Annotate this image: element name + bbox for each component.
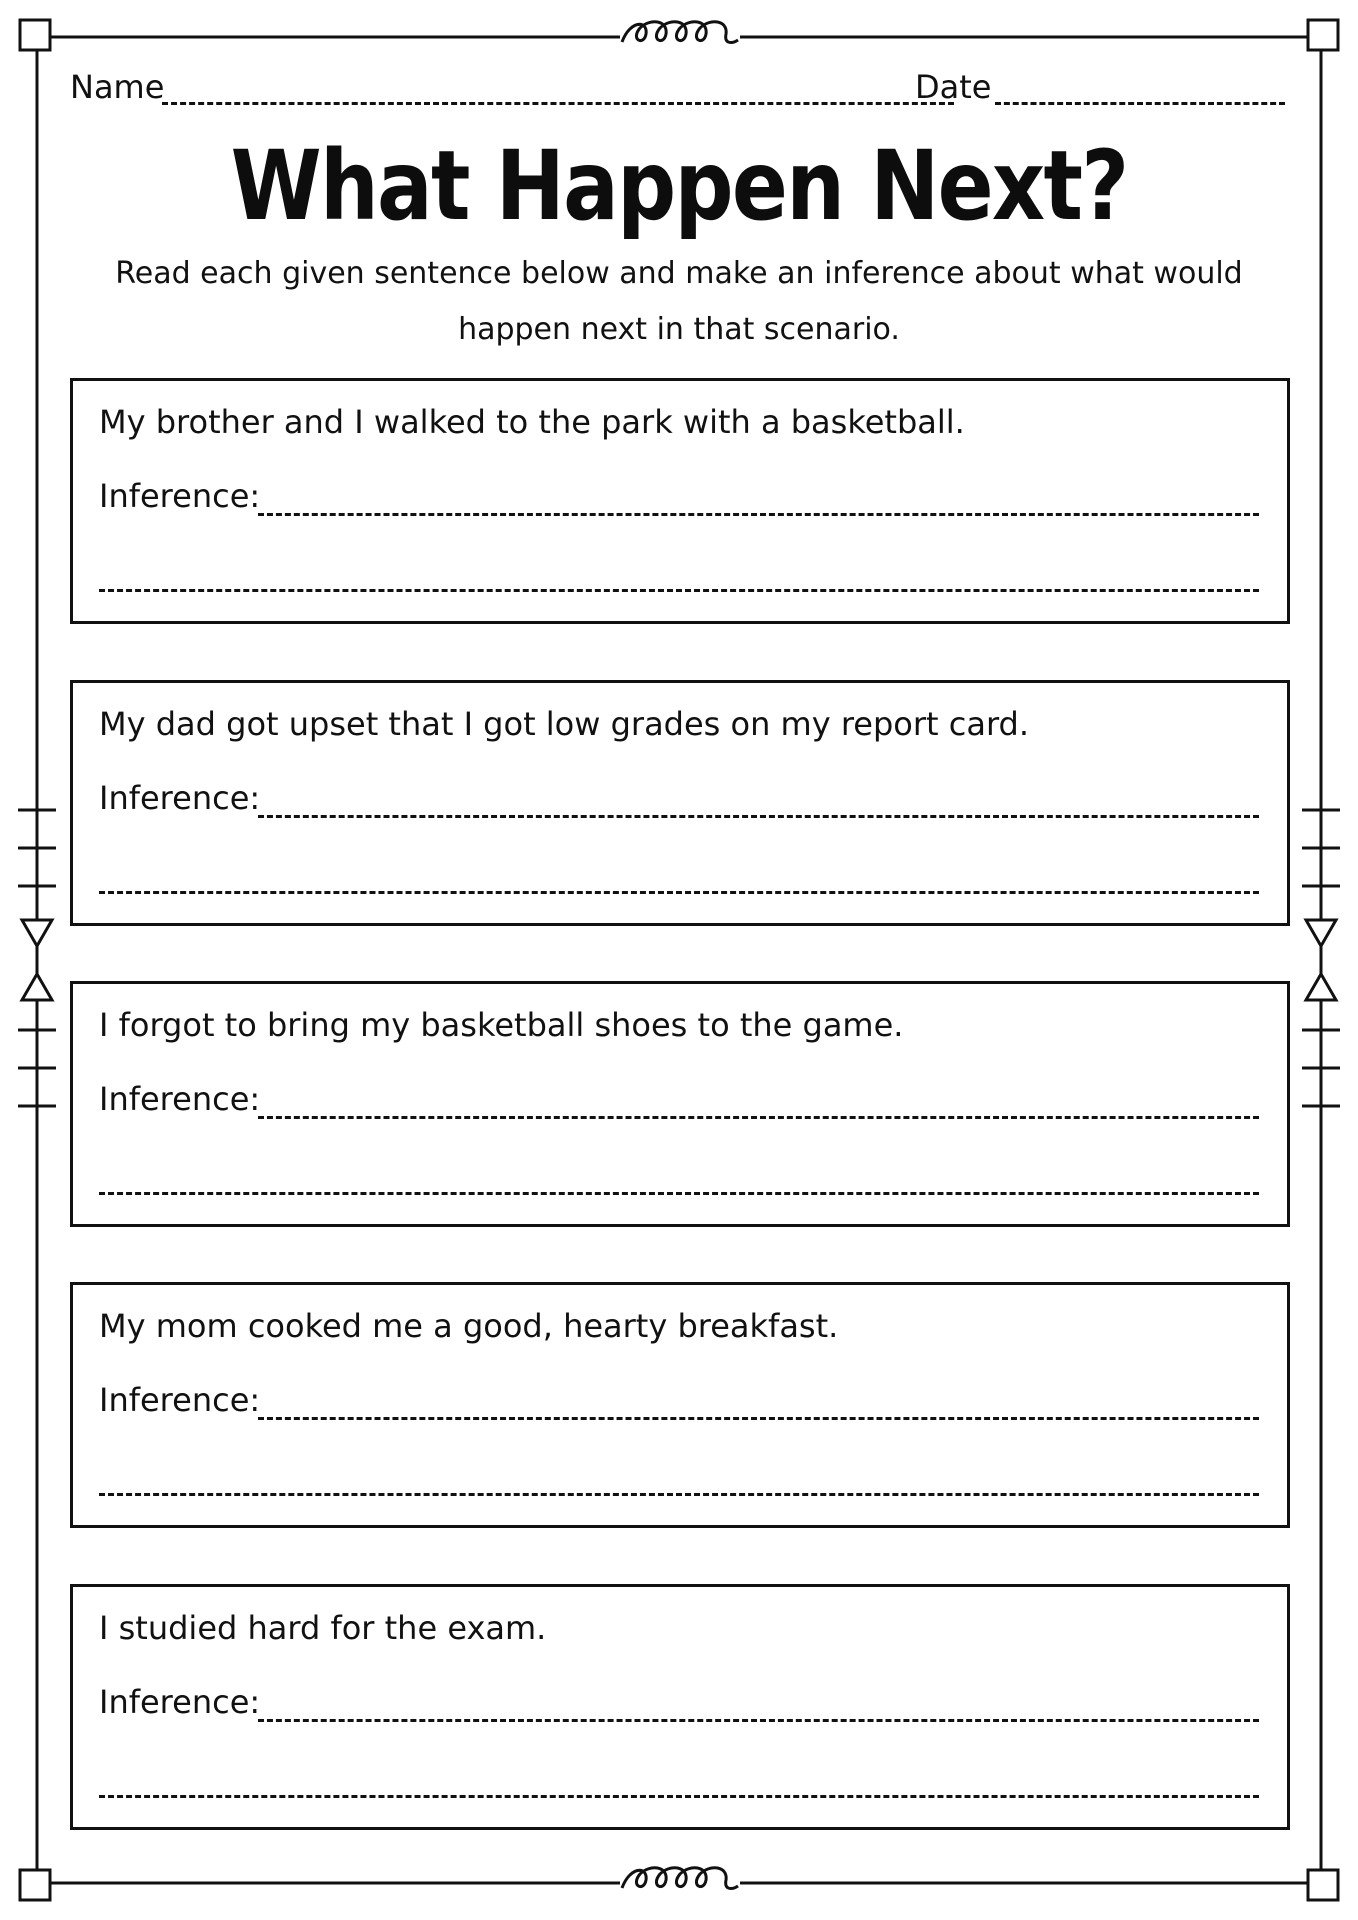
name-field-line[interactable] bbox=[162, 102, 954, 105]
answer-line-2[interactable] bbox=[99, 1493, 1259, 1496]
inference-label: Inference: bbox=[99, 1683, 261, 1721]
inference-card-5 bbox=[70, 1584, 1290, 1830]
scenario-sentence: My dad got upset that I got low grades on my report card. bbox=[99, 705, 1030, 743]
answer-line-2[interactable] bbox=[99, 1192, 1259, 1195]
corner-square-bottom-right bbox=[1308, 1870, 1338, 1900]
scenario-sentence: I forgot to bring my basketball shoes to the game. bbox=[99, 1006, 904, 1044]
answer-line-2[interactable] bbox=[99, 1795, 1259, 1798]
squiggle-ornament-bottom bbox=[620, 1868, 740, 1890]
inference-label: Inference: bbox=[99, 1080, 261, 1118]
header-row bbox=[70, 62, 1290, 112]
inference-card-3 bbox=[70, 981, 1290, 1227]
corner-square-top-right bbox=[1308, 20, 1338, 50]
corner-square-bottom-left bbox=[20, 1870, 50, 1900]
answer-line-1[interactable] bbox=[258, 1116, 1259, 1119]
answer-line-1[interactable] bbox=[258, 815, 1259, 818]
squiggle-ornament-top bbox=[620, 22, 740, 44]
inference-card-1 bbox=[70, 378, 1290, 624]
date-field-line[interactable] bbox=[995, 102, 1285, 105]
inference-card-2 bbox=[70, 680, 1290, 926]
answer-line-1[interactable] bbox=[258, 1417, 1259, 1420]
instructions-text: Read each given sentence below and make an inference about what would happen next in that scenario. bbox=[115, 256, 1243, 347]
answer-line-2[interactable] bbox=[99, 589, 1259, 592]
name-label: Name bbox=[70, 68, 165, 106]
inference-label: Inference: bbox=[99, 779, 261, 817]
page-title: What Happen Next? bbox=[230, 130, 1128, 242]
answer-line-1[interactable] bbox=[258, 513, 1259, 516]
inference-label: Inference: bbox=[99, 1381, 261, 1419]
scenario-sentence: My mom cooked me a good, hearty breakfast. bbox=[99, 1307, 839, 1345]
corner-square-top-left bbox=[20, 20, 50, 50]
scenario-sentence: My brother and I walked to the park with a basketball. bbox=[99, 403, 965, 441]
date-label: Date bbox=[915, 68, 992, 106]
answer-line-1[interactable] bbox=[258, 1719, 1259, 1722]
inference-label: Inference: bbox=[99, 477, 261, 515]
inference-card-4 bbox=[70, 1282, 1290, 1528]
scenario-sentence: I studied hard for the exam. bbox=[99, 1609, 547, 1647]
answer-line-2[interactable] bbox=[99, 891, 1259, 894]
